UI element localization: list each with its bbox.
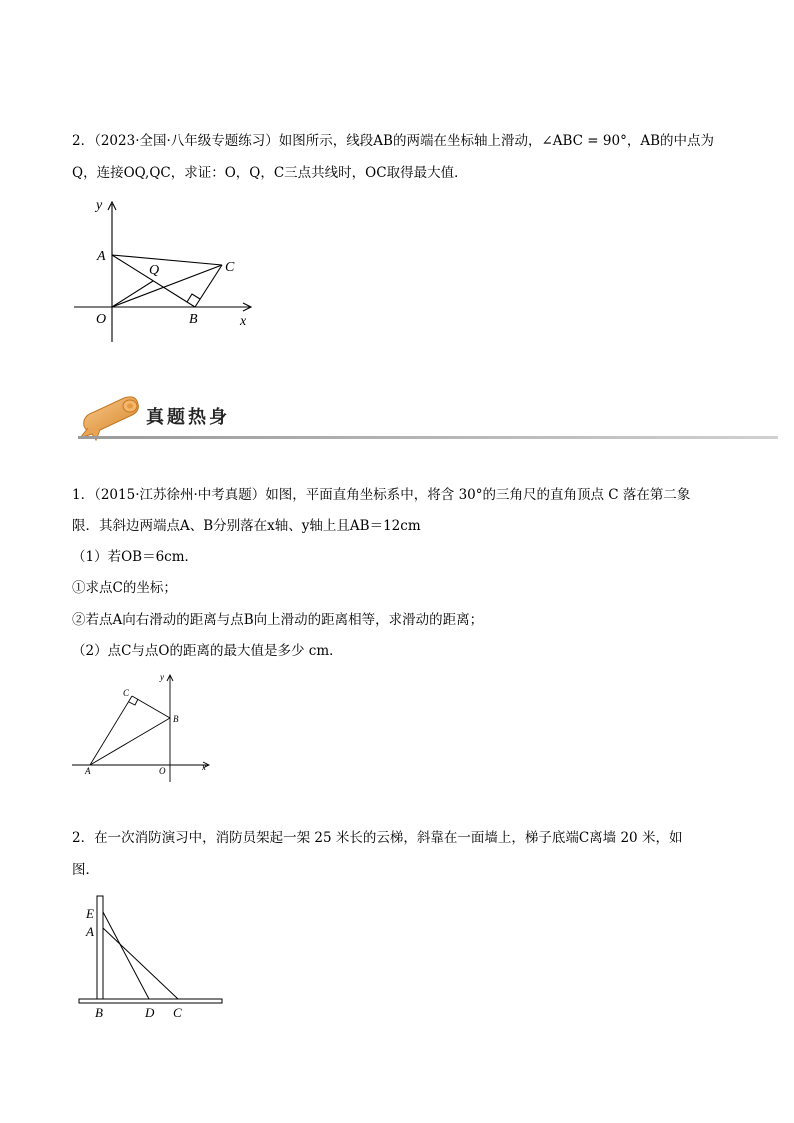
label-B: B	[189, 312, 198, 327]
figure-coordinate-slide	[60, 192, 260, 352]
label-C: C	[225, 260, 235, 275]
question-1-sub-2: ②若点A向右滑动的距离与点B向上滑动的距离相等，求滑动的距离；	[72, 612, 484, 628]
label-B: B	[95, 1005, 103, 1020]
label-y: y	[160, 672, 164, 682]
label-Q: Q	[149, 263, 160, 278]
wall	[97, 896, 103, 999]
label-x: x	[240, 314, 247, 329]
right-angle-mark	[187, 294, 200, 302]
right-angle-mark	[129, 699, 138, 705]
question-1-part-2: （2）点C与点O的距离的最大值是多少 cm．	[72, 643, 343, 659]
question-2-line-1: 2．（2023·全国·八年级专题练习）如图所示，线段AB的两端在坐标轴上滑动，∠ABC = 90°，AB的中点为	[72, 133, 715, 149]
ground	[79, 999, 222, 1003]
question-1-sub-1: ①求点C的坐标；	[72, 580, 177, 596]
segment-AC	[112, 255, 222, 265]
segment-AC	[90, 696, 132, 765]
label-D: D	[145, 1005, 155, 1020]
section-header	[78, 392, 780, 444]
scroll-icon	[78, 392, 144, 442]
label-C: C	[123, 688, 130, 698]
question-2b-line-2: 图．	[72, 862, 99, 878]
label-O: O	[159, 766, 166, 776]
label-O: O	[96, 312, 107, 327]
label-A: A	[86, 924, 94, 939]
figure-triangle-ruler	[66, 668, 216, 786]
segment-AB	[90, 718, 170, 765]
label-A: A	[85, 766, 91, 776]
label-E: E	[86, 906, 94, 921]
ladder-ED	[103, 912, 149, 999]
question-2-line-2: Q，连接OQ,QC，求证：O，Q，C三点共线时，OC取得最大值．	[72, 165, 468, 181]
label-C: C	[173, 1005, 182, 1020]
segment-BC	[195, 265, 222, 307]
question-2b-line-1: 2．在一次消防演习中，消防员架起一架 25 米长的云梯，斜靠在一面墙上，梯子底端C离墙 20 米，如	[72, 830, 683, 846]
label-B: B	[173, 714, 179, 724]
question-1-line-1: 1．（2015·江苏徐州·中考真题）如图，平面直角坐标系中，将含 30°的三角尺的直角顶点 C 落在第二象	[72, 487, 691, 503]
ladder-AC	[103, 928, 178, 999]
figure-ladder-wall	[76, 890, 226, 1020]
question-1-part-1: （1）若OB＝6cm．	[72, 549, 199, 565]
question-1-line-2: 限．其斜边两端点A、B分别落在x轴、y轴上且AB＝12cm	[72, 518, 421, 534]
section-title: 真题热身	[146, 407, 230, 428]
label-x: x	[202, 762, 206, 772]
label-A: A	[97, 249, 106, 264]
label-y: y	[96, 198, 103, 213]
segment-OC	[112, 265, 222, 307]
section-divider	[78, 436, 778, 439]
